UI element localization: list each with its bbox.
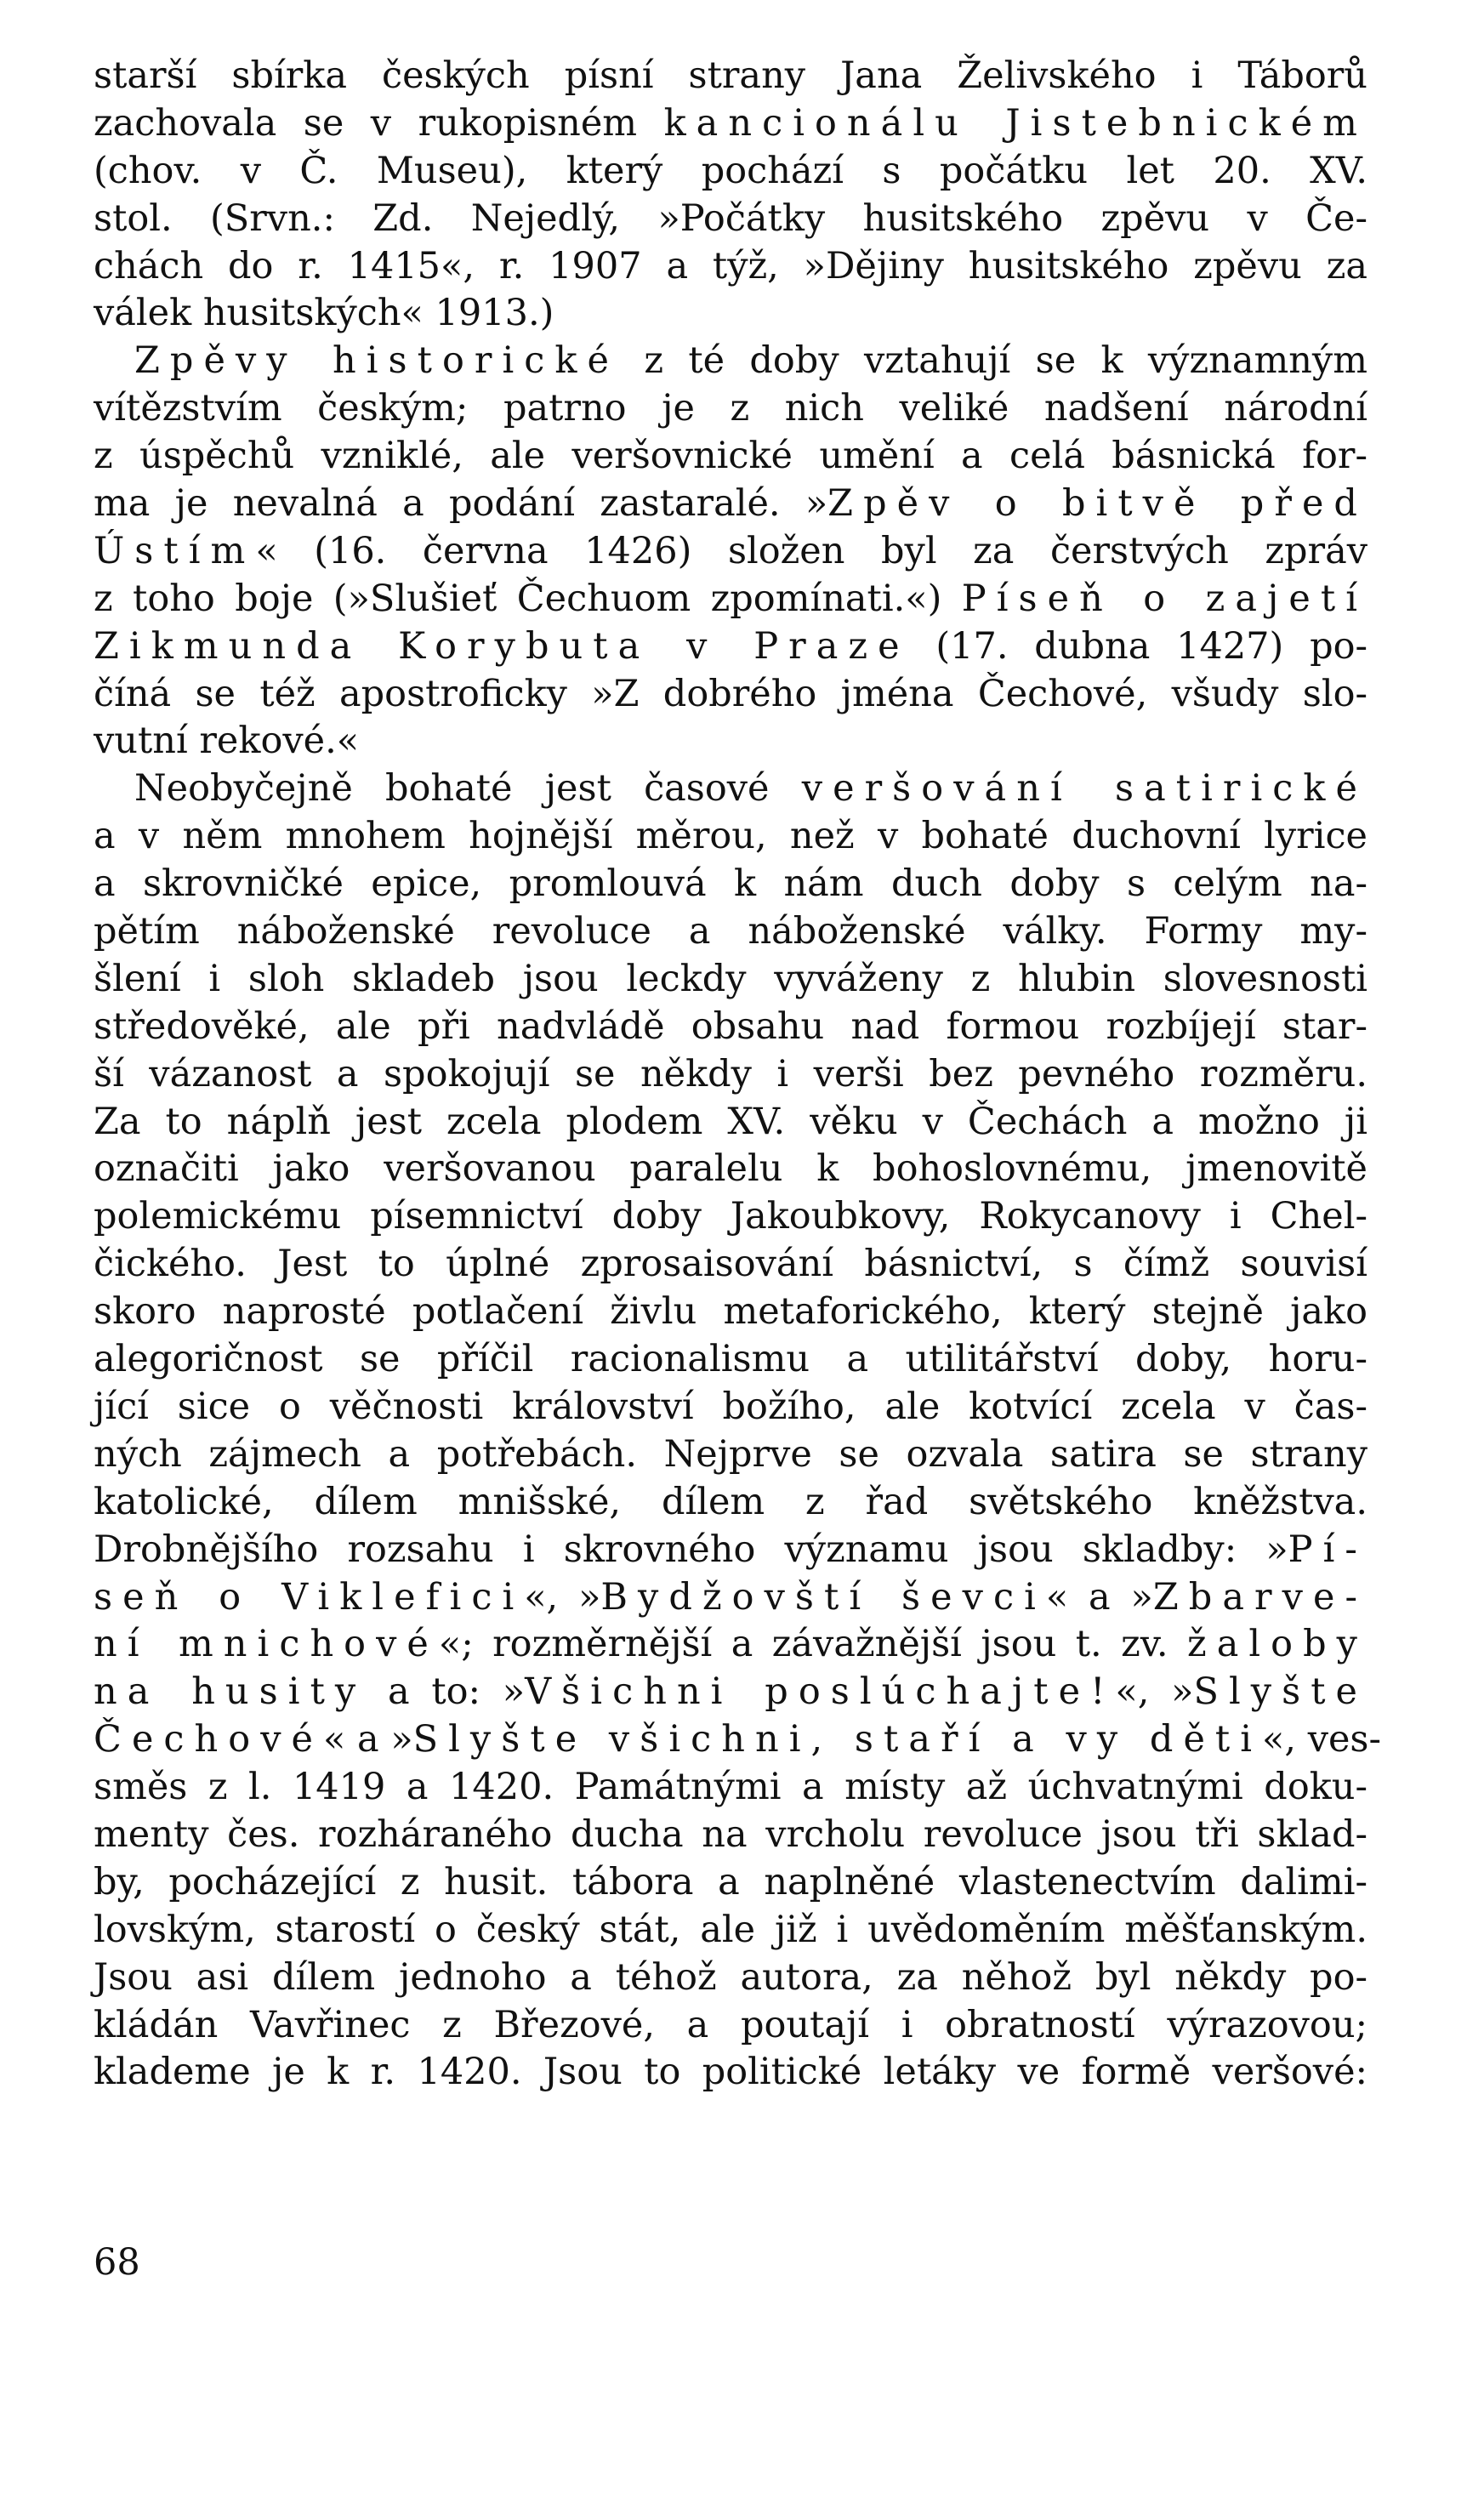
text-line: polemickému písemnictví doby Jakoubkovy, Rokycanovy i Chel- — [94, 1195, 1367, 1238]
text-line: alegoričnost se příčil racionalismu a utilitářství doby, horu- — [94, 1338, 1367, 1381]
text-line: z toho boje (»Slušieť Čechuom zpomínati.«) Píseň o zajetí — [94, 577, 1367, 620]
text-line: Jsou asi dílem jednoho a téhož autora, za něhož byl někdy po- — [94, 1955, 1367, 1999]
text-line: šlení i sloh skladeb jsou leckdy vyváženy z hlubin slovesnosti — [94, 957, 1367, 1000]
text-line: lovským, starostí o český stát, ale již i uvědoměním měšťanským. — [94, 1908, 1367, 1951]
body-text — [94, 53, 1382, 2097]
text-line: Neobyčejně bohaté jest časové veršování satirické — [134, 767, 1368, 811]
text-line: vítězstvím českým; patrno je z nich veliké nadšení národní — [94, 387, 1367, 430]
text-line: by, pocházející z husit. tábora a naplněné vlastenectvím dalimi- — [94, 1860, 1367, 1903]
text-line: směs z l. 1419 a 1420. Památnými a místy až úchvatnými doku- — [94, 1766, 1367, 1809]
text-line: a v něm mnohem hojnější měrou, než v bohaté duchovní lyrice — [94, 815, 1367, 858]
text-line: válek husitských« 1913.) — [94, 292, 554, 335]
text-line: seň o Viklefici«, »Bydžovští ševci« a »Zbarve- — [94, 1575, 1368, 1619]
text-line: ší vázanost a spokojují se někdy i verši bez pevného rozměru. — [94, 1052, 1367, 1095]
text-line: ných zájmech a potřebách. Nejprve se ozvala satira se strany — [94, 1432, 1367, 1476]
text-line: menty čes. rozháraného ducha na vrcholu revoluce jsou tři sklad- — [94, 1812, 1367, 1856]
text-line: (chov. v Č. Museu), který pochází s počátku let 20. XV. — [94, 149, 1367, 192]
text-line: Zikmunda Korybuta v Praze (17. dubna 1427) po- — [94, 624, 1368, 668]
text-line: starší sbírka českých písní strany Jana Želivského i Táborů — [94, 54, 1367, 97]
text-line: zachovala se v rukopisném kancionálu Jistebnickém — [94, 101, 1367, 145]
text-line: Zpěvy historické z té doby vztahují se k významným — [134, 339, 1367, 383]
text-line: Drobnějšího rozsahu i skrovného významu jsou skladby: »Pí- — [94, 1528, 1367, 1571]
text-line: a skrovničké epice, promlouvá k nám duch doby s celým na- — [94, 862, 1367, 906]
text-line: čického. Jest to úplné zprosaisování básnictví, s čímž souvisí — [94, 1243, 1367, 1286]
text-line: ní mnichové«; rozměrnější a závažnější jsou t. zv. žaloby — [94, 1623, 1367, 1666]
text-line: ma je nevalná a podání zastaralé. »Zpěv o bitvě před — [94, 482, 1367, 526]
text-line: jící sice o věčnosti království božího, ale kotvící zcela v čas- — [94, 1385, 1367, 1428]
text-line: Ústím« (16. června 1426) složen byl za čerstvých zpráv — [94, 529, 1367, 572]
text-line: vutní rekové.« — [94, 720, 360, 763]
text-line: Za to náplň jest zcela plodem XV. věku v Čechách a možno ji — [94, 1100, 1367, 1143]
text-line: pětím náboženské revoluce a náboženské války. Formy my- — [94, 910, 1367, 953]
text-line: chách do r. 1415«, r. 1907 a týž, »Dějiny husitského zpěvu za — [94, 244, 1367, 287]
text-line: středověké, ale při nadvládě obsahu nad formou rozbíjejí star- — [94, 1004, 1367, 1048]
page-number: 68 — [94, 2241, 140, 2284]
text-line: z úspěchů vzniklé, ale veršovnické umění a celá básnická for- — [94, 435, 1367, 478]
text-line: číná se též apostroficky »Z dobrého jména Čechové, všudy slo- — [94, 672, 1367, 715]
text-line: skoro naprosté potlačení živlu metaforického, který stejně jako — [94, 1290, 1367, 1334]
text-line: na husity a to: »Všichni poslúchajte!«, »Slyšte — [94, 1670, 1368, 1714]
text-line: klademe je k r. 1420. Jsou to politické letáky ve formě veršové: — [94, 2051, 1367, 2094]
text-line: Čechové« a »Slyšte všichni, staří a vy děti«, ves- — [94, 1718, 1382, 1761]
text-line: katolické, dílem mnišské, dílem z řad světského kněžstva. — [94, 1480, 1367, 1523]
text-line: kládán Vavřinec z Březové, a poutají i obratností výrazovou; — [94, 2003, 1367, 2046]
text-line: stol. (Srvn.: Zd. Nejedlý, »Počátky husitského zpěvu v Če- — [94, 196, 1367, 240]
text-line: označiti jako veršovanou paralelu k bohoslovnému, jmenovitě — [94, 1147, 1367, 1191]
